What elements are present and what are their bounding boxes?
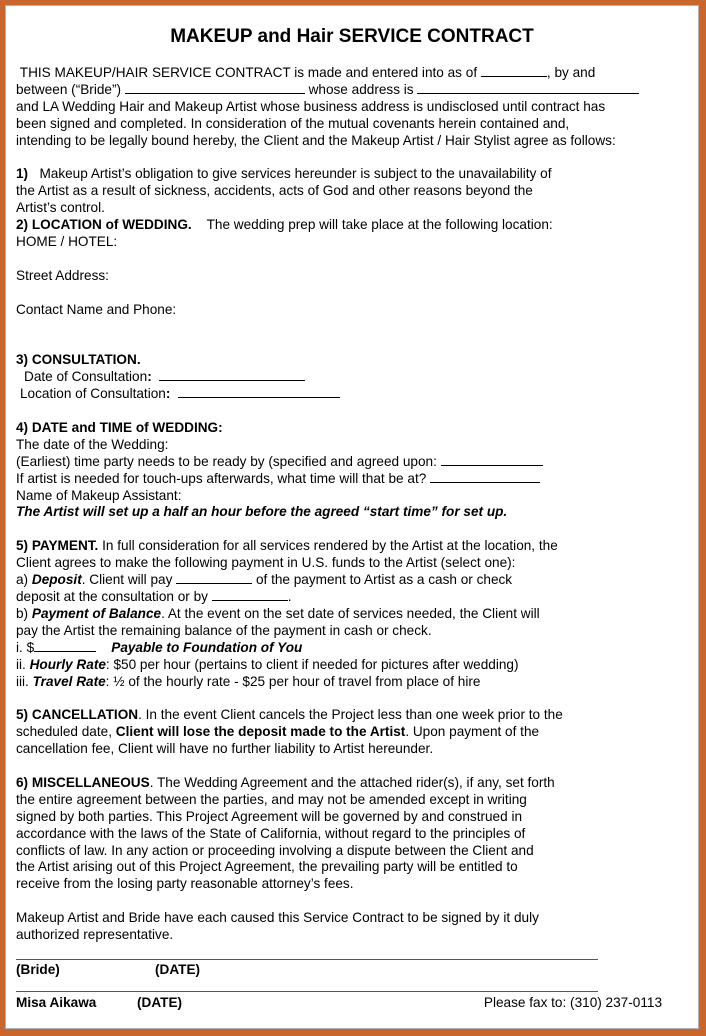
misc-heading: 6) MISCELLANEOUS. The Wedding Agreement and the attached rider(s), if any, set forth	[16, 774, 555, 790]
misc-line-6: the Artist arising out of this Project Agreement, the prevailing party will be entitled to	[16, 859, 518, 875]
hourly-rate-line: ii. Hourly Rate: $50 per hour (pertains to client if needed for pictures after wedding)	[16, 656, 519, 672]
cancellation-line-2: scheduled date, Client will lose the deposit made to the Artist. Upon payment of the	[16, 724, 540, 740]
blank-address	[417, 82, 639, 94]
section-2-heading: 2) LOCATION of WEDDING. The wedding prep will take place at the following location:	[16, 217, 553, 233]
misc-line-3: signed by both parties. This Project Agreement will be governed by and construed in	[16, 808, 523, 824]
home-hotel-label: HOME / HOTEL:	[16, 234, 118, 250]
assistant-name-line: Name of Makeup Assistant:	[16, 487, 182, 503]
street-address-label: Street Address:	[16, 267, 109, 283]
closing-line-1: Makeup Artist and Bride have each caused this Service Contract to be signed by it duly	[16, 910, 539, 926]
payable-line: i. $ Payable to Foundation of You	[16, 639, 303, 655]
artist-signature-row	[16, 995, 662, 1012]
bride-signature-line	[16, 959, 598, 960]
consultation-location-line: Location of Consultation:	[16, 386, 696, 403]
blank-consultation-date	[159, 369, 305, 381]
blank-payable-amount	[34, 640, 96, 652]
ready-time-line: (Earliest) time party needs to be ready by (specified and agreed upon:	[16, 454, 696, 471]
artist-date-label: (DATE)	[137, 995, 183, 1010]
blank-deposit-amount	[176, 572, 252, 584]
contract-page	[5, 5, 699, 1029]
artist-signature-line	[16, 991, 598, 992]
balance-line: b) Payment of Balance. At the event on the set date of services needed, the Client will	[16, 605, 540, 621]
closing-line-2: authorized representative.	[16, 927, 174, 943]
bride-label: (Bride)	[16, 962, 60, 977]
contract-body	[16, 65, 696, 944]
consultation-date-line: Date of Consultation:	[16, 369, 696, 386]
misc-line-2: the entire agreement between the parties, and may not be amended except in writing	[16, 791, 527, 807]
setup-note: The Artist will set up a half an hour before the agreed “start time” for set up.	[16, 504, 508, 520]
blank-bride	[125, 82, 305, 94]
wedding-date-line: The date of the Wedding:	[16, 436, 169, 452]
touchup-time-line: If artist is needed for touch-ups afterwards, what time will that be at?	[16, 471, 696, 488]
fax-number: Please fax to: (310) 237-0113	[483, 995, 662, 1010]
cancellation-heading: 5) CANCELLATION. In the event Client cancels the Project less than one week prior to the	[16, 707, 563, 723]
intro-line-4: been signed and completed. In consideration of the mutual covenants herein contained and,	[16, 115, 570, 131]
blank-consultation-location	[178, 386, 340, 398]
payment-line-2: Client agrees to make the following payment in U.S. funds to the Artist (select one):	[16, 555, 516, 571]
misc-line-4: accordance with the laws of the State of California, without regard to the principles of	[16, 825, 526, 841]
intro-line-1: THIS MAKEUP/HAIR SERVICE CONTRACT is made and entered into as of , by and	[19, 65, 596, 80]
section-1-line-1: 1) Makeup Artist’s obligation to give services hereunder is subject to the unavailability of	[16, 166, 552, 182]
blank-deposit-date	[212, 589, 288, 601]
section-1-line-3: Artist’s control.	[16, 200, 105, 216]
cancellation-line-3: cancellation fee, Client will have no further liability to Artist hereunder.	[16, 741, 434, 757]
section-5-heading: 5) PAYMENT. In full consideration for all services rendered by the Artist at the location, the	[16, 538, 558, 554]
bride-date-label: (DATE)	[155, 962, 201, 977]
deposit-line: a) Deposit. Client will pay of the payment to Artist as a cash or check	[16, 572, 513, 588]
travel-rate-line: iii. Travel Rate: ½ of the hourly rate - $25 per hour of travel from place of hire	[16, 673, 481, 689]
artist-name-label: Misa Aikawa	[16, 995, 97, 1010]
balance-line-2: pay the Artist the remaining balance of the payment in cash or check.	[16, 622, 432, 638]
deposit-line-2: deposit at the consultation or by .	[16, 589, 292, 604]
section-1-line-2: the Artist as a result of sickness, accidents, acts of God and other reasons beyond the	[16, 183, 533, 199]
misc-line-7: receive from the losing party reasonable attorney’s fees.	[16, 876, 354, 892]
blank-ready-time	[441, 454, 543, 466]
contract-title: MAKEUP and Hair SERVICE CONTRACT	[170, 26, 534, 47]
intro-line-3: and LA Wedding Hair and Makeup Artist whose business address is undisclosed until contract has	[16, 98, 606, 114]
section-4-heading: 4) DATE and TIME of WEDDING:	[16, 419, 223, 435]
intro-line-2: between (“Bride”) whose address is	[16, 82, 696, 99]
blank-date	[481, 65, 547, 77]
section-3-heading: 3) CONSULTATION.	[16, 352, 141, 368]
blank-touchup-time	[430, 471, 540, 483]
contact-name-label: Contact Name and Phone:	[16, 301, 177, 317]
misc-line-5: conflicts of law. In any action or proceeding involving a dispute between the Client and	[16, 842, 534, 858]
bride-signature-row	[16, 962, 662, 979]
intro-line-5: intending to be legally bound hereby, the Client and the Makeup Artist / Hair Stylist agree as follows:	[16, 132, 616, 148]
